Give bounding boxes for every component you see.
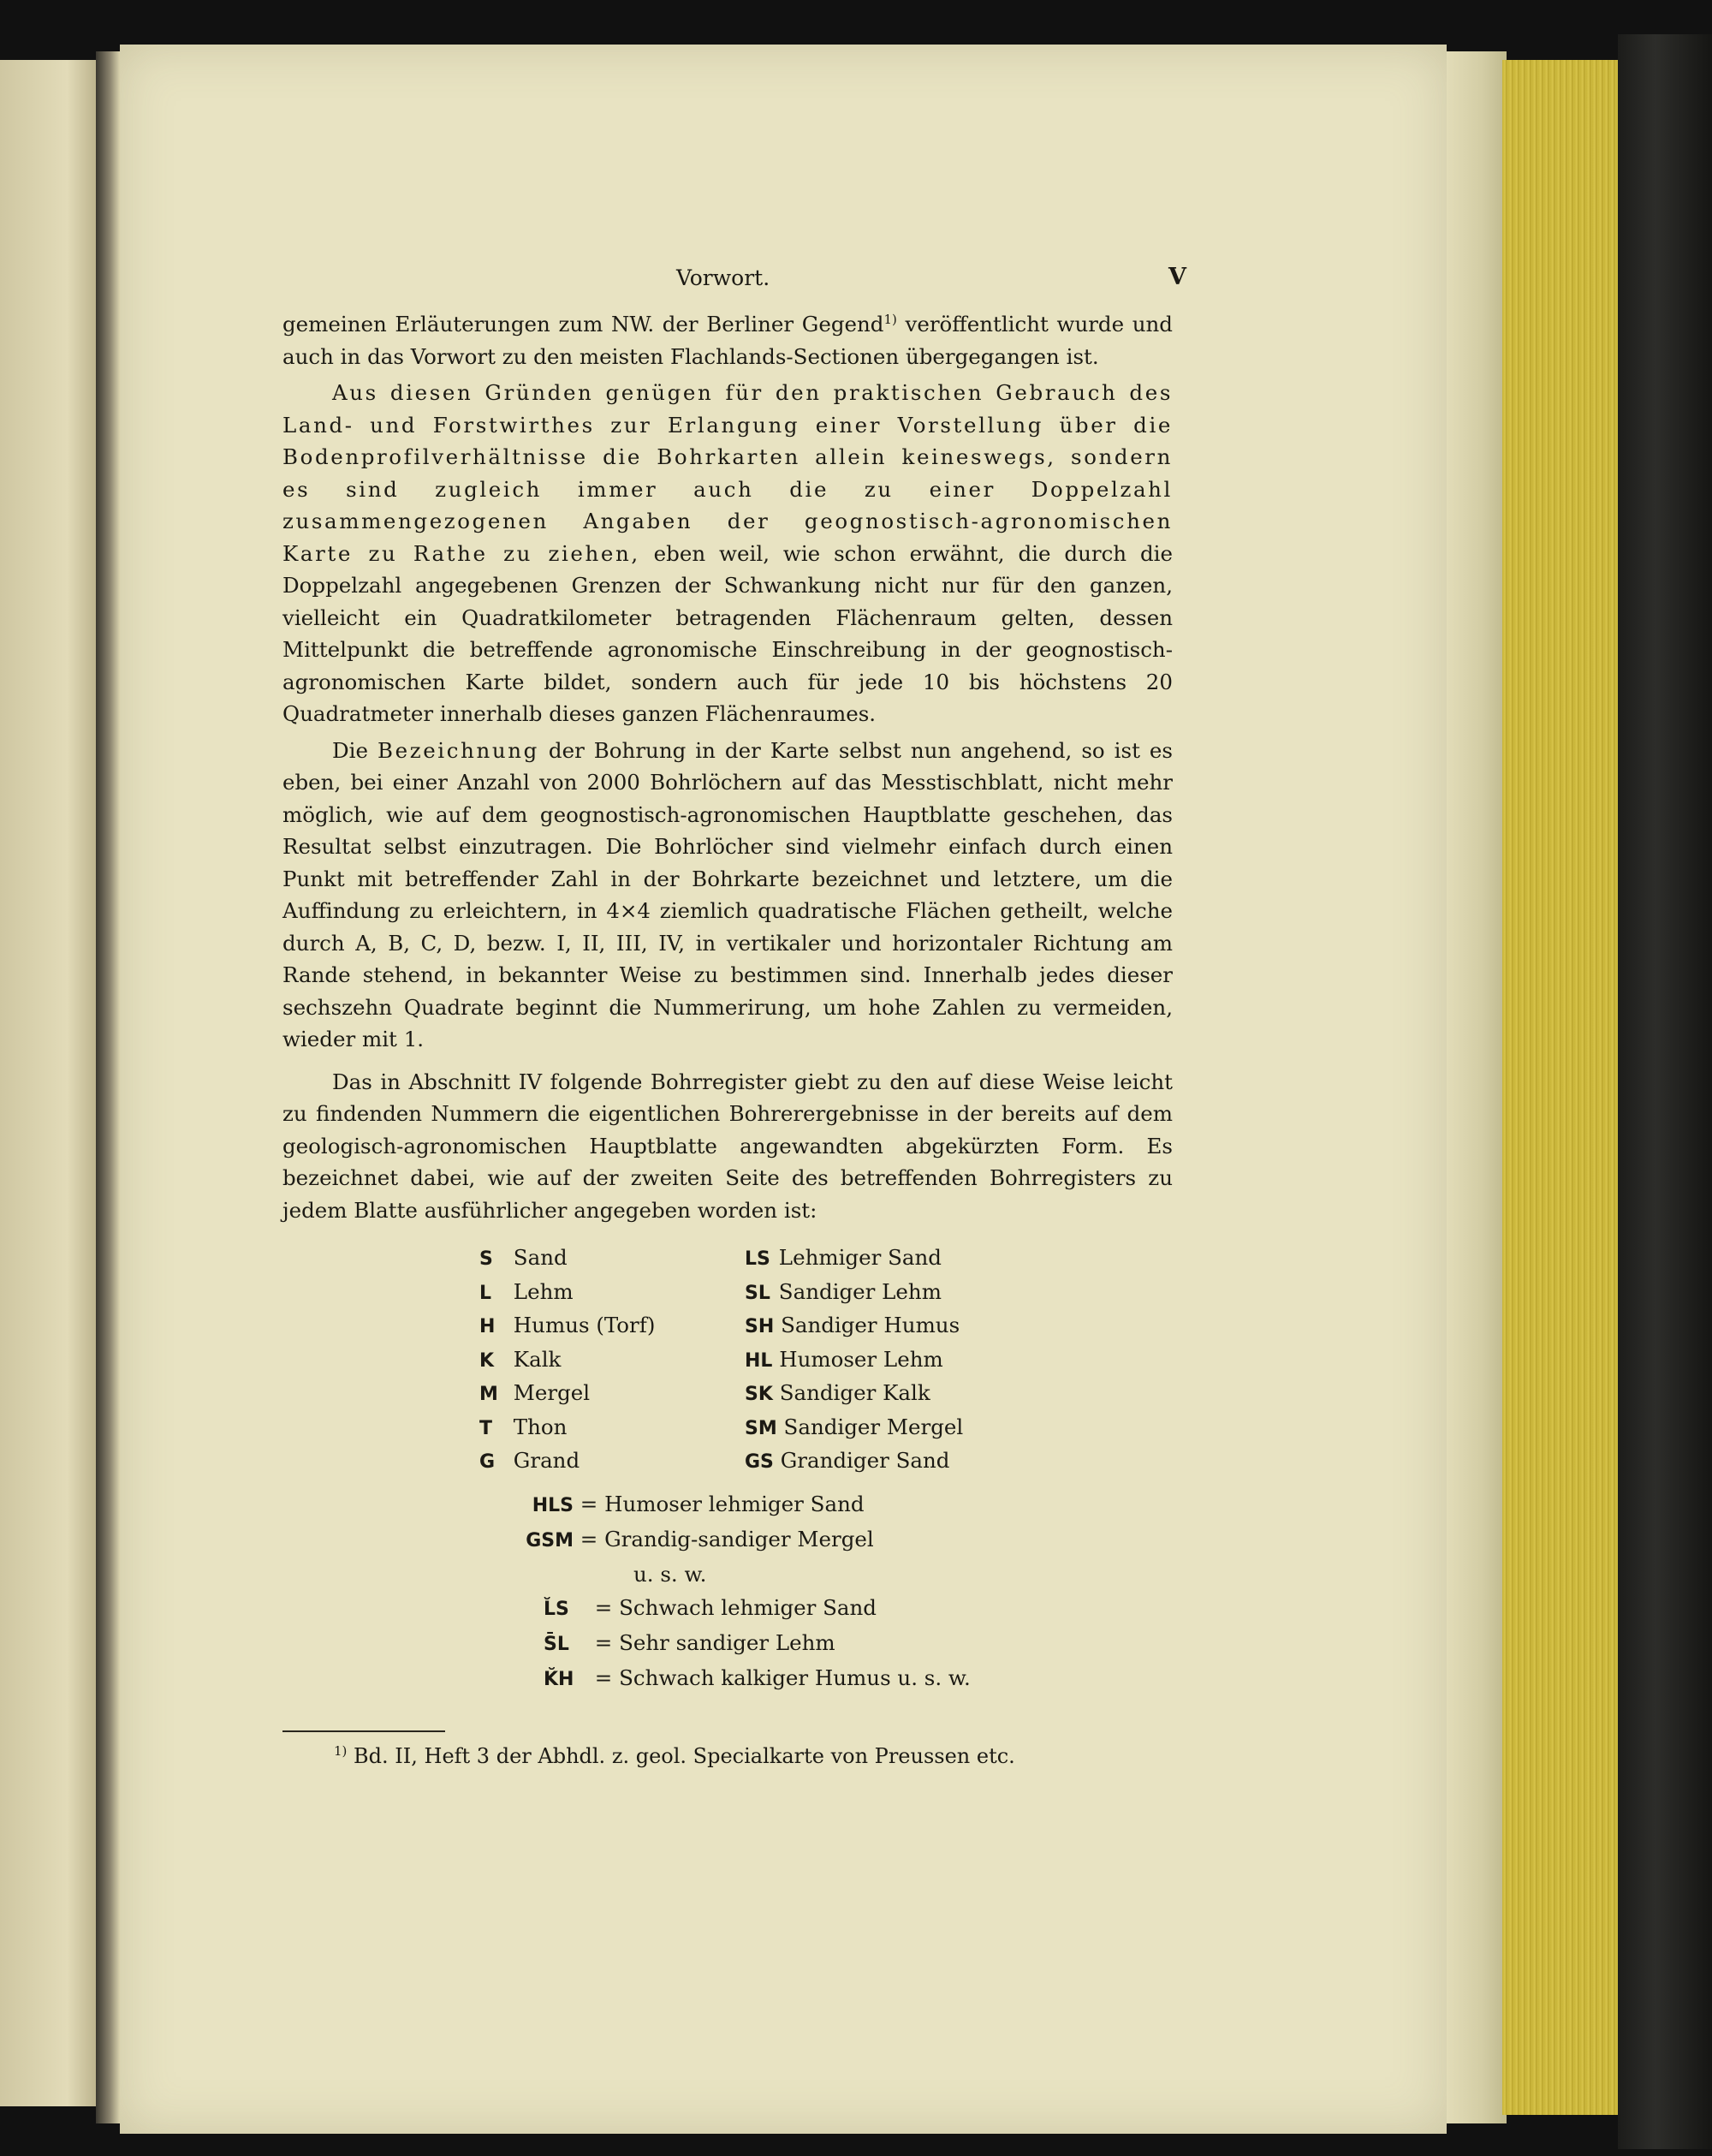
abbreviation-entry <box>745 1276 1087 1310</box>
page-content <box>282 257 1186 1768</box>
paragraph-3-start: Die <box>332 737 377 763</box>
abbreviation-entry <box>745 1343 1087 1378</box>
abbreviation-code: H <box>479 1316 496 1337</box>
abbreviation-entry <box>479 1411 745 1445</box>
abbreviation-entry <box>745 1377 1087 1411</box>
abbreviation-code: M <box>479 1384 498 1405</box>
abbreviation-entry <box>479 1377 745 1411</box>
marked-code: K̆H <box>544 1668 574 1690</box>
abbreviation-entry <box>479 1276 745 1310</box>
abbreviation-label: Thon <box>513 1414 568 1439</box>
combination-label: = Humoser lehmiger Sand <box>580 1491 865 1516</box>
footnote-text: Bd. II, Heft 3 der Abhdl. z. geol. Specialkarte von Preussen etc. <box>347 1743 1015 1768</box>
marked-entry <box>522 1626 1173 1661</box>
paragraph-2 <box>282 377 1173 730</box>
previous-page-edge <box>0 60 99 2106</box>
combination-entry <box>522 1487 1173 1522</box>
paragraph-3 <box>282 735 1173 1056</box>
abbreviation-code: K <box>479 1349 495 1372</box>
paragraph-3-rest: der Bohrung in der Karte selbst nun angehend, so ist es eben, bei einer Anzahl von 2000 Bohrlöchern auf das Messtischblatt, nicht mehr möglich, wie auf dem geognostisch-agronomischen Hauptblatte geschehen, das Resultat selbst einzutragen. Die Bohrlöcher sind vielmehr einfach durch einen Punkt mit betreffender Zahl in der Bohrkarte bezeichnet und letztere, um die Auffindung zu erleichtern, in 4×4 ziemlich quadratische Flächen getheilt, welche durch A, B, C, D, bezw. I, II, III, IV, in vertikaler und horizontaler Richtung am Rande stehend, in bekannter Weise zu bestimmen sind. Innerhalb jedes dieser sechszehn Quadrate beginnt die Nummerirung, um hohe Zahlen zu vermeiden, wieder mit 1. <box>282 737 1173 1051</box>
marked-entry <box>522 1661 1173 1696</box>
running-title: Vorwort. <box>676 265 770 290</box>
abbreviation-label: Sandiger Humus <box>781 1313 960 1337</box>
abbreviation-label: Grand <box>513 1448 580 1473</box>
abbreviation-code: S <box>479 1248 493 1270</box>
paragraph-1 <box>282 308 1173 372</box>
paragraph-2-spaced: Aus diesen Gründen genügen für den praktischen Gebrauch des Land- und Forstwirthes zur Erlangung einer Vorstellung über die Bodenprofilverhältnisse die Bohrkarten allein keineswegs, sondern es sind zugleich immer auch die zu einer Doppelzahl zusammengezogenen Angaben der geognostisch-agronomischen Karte zu Rathe zu ziehen, <box>282 380 1173 566</box>
combination-label: = Grandig-sandiger Mergel <box>580 1526 874 1551</box>
abbreviation-entry <box>745 1309 1087 1343</box>
paragraph-1-text: gemeinen Erläuterungen zum NW. der Berliner Gegend <box>282 312 884 337</box>
page-margin-edge <box>1447 51 1507 2123</box>
marked-code: L̆S <box>544 1598 569 1620</box>
abbreviation-label: Lehmiger Sand <box>778 1245 942 1270</box>
paragraph-3-spaced: Bezeichnung <box>377 737 539 763</box>
marked-label: = Sehr sandiger Lehm <box>594 1629 835 1655</box>
abbreviation-code: L <box>479 1282 492 1304</box>
abbreviation-code: G <box>479 1451 496 1473</box>
paragraph-4: Das in Abschnitt IV folgende Bohrregister giebt zu den auf diese Weise leicht zu findenden Nummern die eigentlichen Bohrerergebnisse in der bereits auf dem geologisch-agronomischen Hauptblatte angewandten abgekürzten Form. Es bezeichnet dabei, wie auf der zweiten Seite des betreffenden Bohrregisters zu jedem Blatte ausführlicher angegeben worden ist: <box>282 1069 1173 1223</box>
abbreviation-code: T <box>479 1417 493 1439</box>
abbreviation-label: Humoser Lehm <box>779 1346 943 1372</box>
abbreviation-entry <box>745 1444 1087 1479</box>
abbreviation-code: SL <box>745 1282 770 1304</box>
running-head <box>282 257 1186 308</box>
footnote-marker: 1) <box>883 311 897 327</box>
abbreviation-label: Mergel <box>513 1380 591 1405</box>
abbreviation-code: GS <box>745 1451 774 1473</box>
abbreviation-label: Kalk <box>513 1346 562 1372</box>
abbreviation-entry <box>479 1309 745 1343</box>
footnote-rule <box>282 1730 445 1732</box>
abbreviation-table <box>479 1242 1173 1479</box>
abbreviation-label: Lehm <box>513 1278 574 1304</box>
abbreviation-label: Sandiger Mergel <box>783 1414 964 1439</box>
abbreviation-label: Sandiger Lehm <box>778 1278 942 1304</box>
abbreviation-code: SM <box>745 1417 777 1439</box>
abbreviation-code: HL <box>745 1349 773 1372</box>
abbreviation-entry <box>479 1343 745 1378</box>
etc-line: u. s. w. <box>633 1561 707 1587</box>
abbreviation-code: SH <box>745 1316 775 1337</box>
combination-entry <box>522 1522 1173 1557</box>
abbreviation-code: LS <box>745 1248 770 1270</box>
book-gutter <box>96 51 120 2123</box>
marked-entry <box>522 1591 1173 1626</box>
combination-code: HLS <box>532 1494 574 1516</box>
abbreviation-code: SK <box>745 1384 773 1405</box>
page-number: V <box>1168 264 1186 290</box>
abbreviation-label: Sandiger Kalk <box>779 1380 930 1405</box>
gilded-page-edges <box>1502 60 1622 2115</box>
abbreviation-label: Sand <box>513 1245 568 1270</box>
combination-list <box>522 1487 1173 1696</box>
abbreviation-entry <box>745 1242 1087 1276</box>
footnote-mark: 1) <box>334 1742 348 1759</box>
marked-label: = Schwach lehmiger Sand <box>594 1594 877 1620</box>
footnote <box>334 1744 1173 1768</box>
abbreviation-entry <box>479 1242 745 1276</box>
combination-code: GSM <box>526 1529 574 1551</box>
paragraph-2-rest: eben weil, wie schon erwähnt, die durch die Doppelzahl angegebenen Grenzen der Schwankung nicht nur für den ganzen, vielleicht ein Quadratkilometer betragenden Flächenraum gelten, dessen Mittelpunkt die betreffende agronomische Einschreibung in der geognostisch-agronomischen Karte bildet, sondern auch für jede 10 bis höchstens 20 Quadratmeter innerhalb dieses ganzen Flächenraumes. <box>282 540 1173 726</box>
marked-code: S̄L <box>544 1633 569 1655</box>
abbreviation-entry <box>745 1411 1087 1445</box>
abbreviation-label: Grandiger Sand <box>780 1448 950 1473</box>
abbreviation-label: Humus (Torf) <box>513 1313 656 1337</box>
abbreviation-entry <box>479 1444 745 1479</box>
book-cover <box>1618 34 1712 2149</box>
marked-label: = Schwach kalkiger Humus u. s. w. <box>594 1665 971 1690</box>
paragraph-1-rest: veröffentlicht wurde und auch in das Vorwort zu den meisten Flachlands-Sectionen übergegangen ist. <box>282 312 1173 369</box>
